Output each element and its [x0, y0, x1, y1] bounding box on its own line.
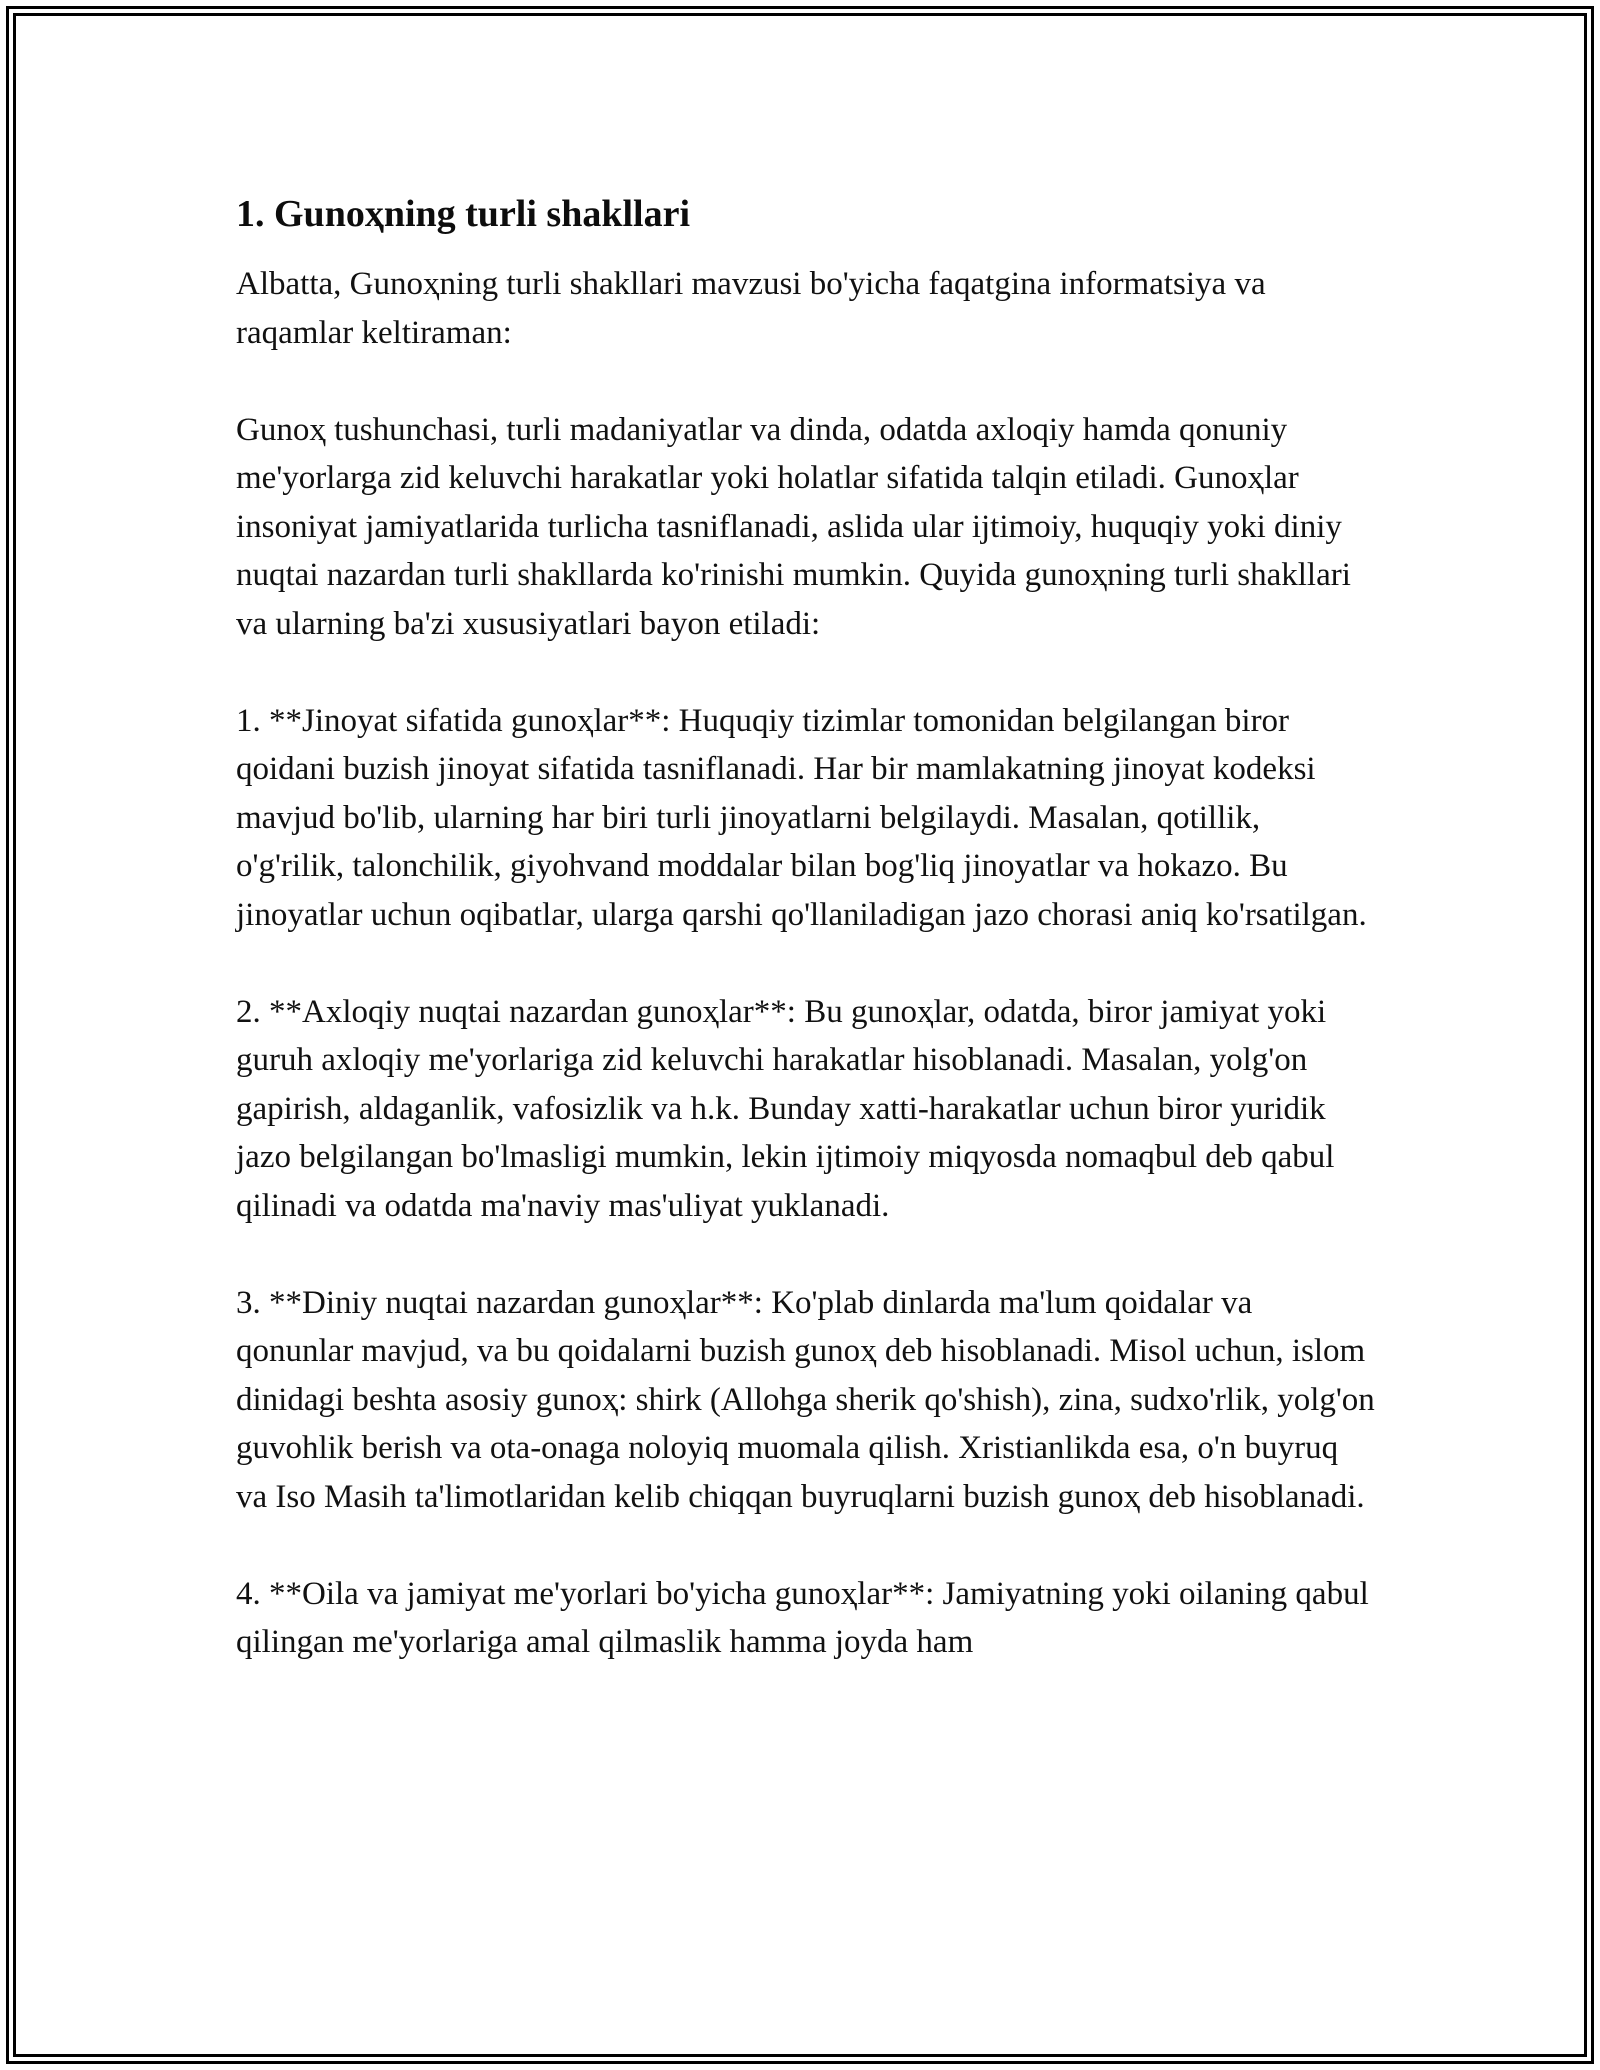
document-body	[236, 186, 1376, 1667]
list-item-moral: 2. **Axloqiy nuqtai nazardan gunoҳlar**: Bu gunoҳlar, odatda, biror jamiyat yoki guruh axloqiy me'yorlariga zid keluvchi harakatlar hisoblanadi. Masalan, yolg'on gapirish, aldaganlik, vafosizlik va h.k. Bunday xatti-harakatlar uchun biror yuridik jazo belgilangan bo'lmasligi mumkin, lekin ijtimoiy miqyosda nomaqbul deb qabul qilinadi va odatda ma'naviy mas'uliyat yuklanadi.	[236, 993, 1335, 1224]
list-item-religious: 3. **Diniy nuqtai nazardan gunoҳlar**: Ko'plab dinlarda ma'lum qoidalar va qonunlar mavjud, va bu qoidalarni buzish gunoҳ deb hisoblanadi. Misol uchun, islom dinidagi beshta asosiy gunoҳ: shirk (Allohga sherik qo'shish), zina, sudxo'rlik, yolg'on guvohlik berish va ota-onaga noloyiq muomala qilish. Xristianlikda esa, o'n buyruq va Iso Masih ta'limotlaridan kelib chiqqan buyruqlarni buzish gunoҳ deb hisoblanadi.	[236, 1284, 1375, 1515]
intro-paragraph: Albatta, Gunoҳning turli shakllari mavzusi bo'yicha faqatgina informatsiya va raqamlar keltiraman:	[236, 266, 1266, 351]
list-item-family-society: 4. **Oila va jamiyat me'yorlari bo'yicha gunoҳlar**: Jamiyatning yoki oilaning qabul qilingan me'yorlariga amal qilmaslik hamma joyda ham	[236, 1575, 1369, 1660]
overview-paragraph: Gunoҳ tushunchasi, turli madaniyatlar va dinda, odatda axloqiy hamda qonuniy me'yorlarga zid keluvchi harakatlar yoki holatlar sifatida talqin etiladi. Gunoҳlar insoniyat jamiyatlarida turlicha tasniflanadi, aslida ular ijtimoiy, huquqiy yoki diniy nuqtai nazardan turli shakllarda ko'rinishi mumkin. Quyida gunoҳning turli shakllari va ularning ba'zi xususiyatlari bayon etiladi:	[236, 411, 1351, 642]
section-heading: 1. Gunoҳning turli shakllari	[236, 193, 691, 235]
list-item-crime: 1. **Jinoyat sifatida gunoҳlar**: Huquqiy tizimlar tomonidan belgilangan biror qoidani buzish jinoyat sifatida tasniflanadi. Har bir mamlakatning jinoyat kodeksi mavjud bo'lib, ularning har biri turli jinoyatlarni belgilaydi. Masalan, qotillik, o'g'rilik, talonchilik, giyohvand moddalar bilan bog'liq jinoyatlar va hokazo. Bu jinoyatlar uchun oqibatlar, ularga qarshi qo'llaniladigan jazo chorasi aniq ko'rsatilgan.	[236, 702, 1367, 933]
